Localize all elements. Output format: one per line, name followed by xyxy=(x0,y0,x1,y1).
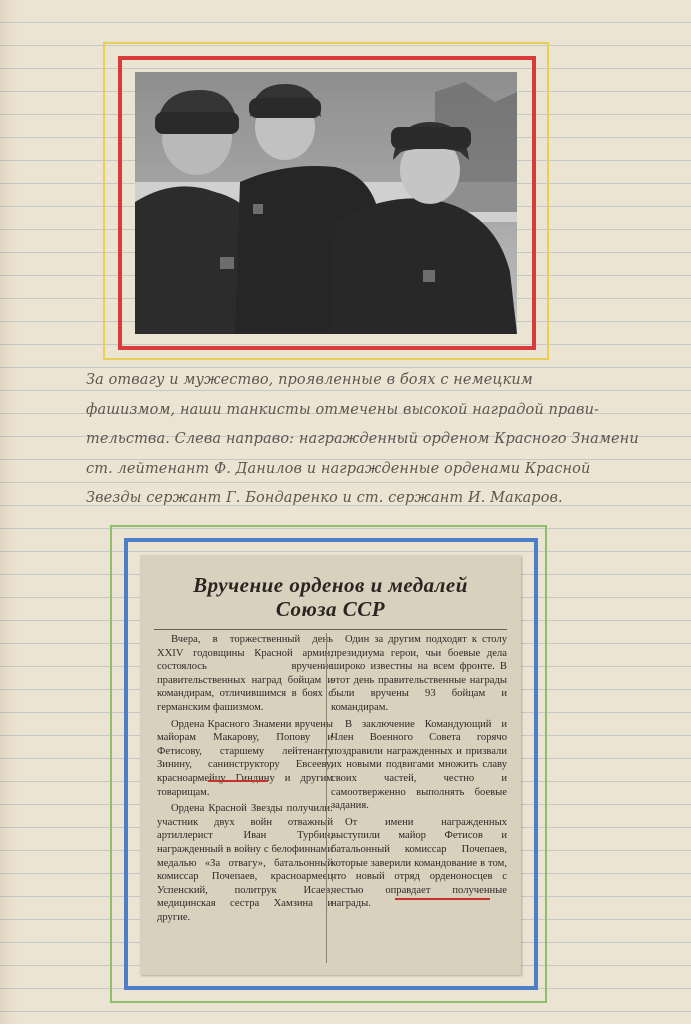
headline-line-1: Вручение орденов и медалей xyxy=(193,573,468,597)
red-underline xyxy=(395,898,490,900)
red-underline xyxy=(208,780,268,782)
headline-rule xyxy=(154,629,507,630)
headline-line-2: Союза ССР xyxy=(275,597,386,621)
newspaper-clipping xyxy=(140,555,521,975)
article-paragraph: В заключение Командующий и Член Военного Совета горячо поздравили награжденных и призвали их новыми подвигами множить славу своих частей, честно и самоотверженно выполнять боевые задания. xyxy=(331,718,507,812)
article-column-right xyxy=(331,633,507,914)
article-paragraph: От имени награжденных выступили майор Фетисов и батальонный комиссар Почепаев, которые заверили командование в том, что новый отряд орденоносцев с честью оправдает полученные награды. xyxy=(331,816,507,910)
newspaper-photo xyxy=(135,72,517,334)
article-headline xyxy=(140,573,521,621)
caption-line: ст. лейтенант Ф. Данилов и награжденные орденами Красной xyxy=(86,460,591,477)
column-divider xyxy=(326,633,327,963)
handwritten-caption xyxy=(86,366,639,514)
photo-three-soldiers-icon xyxy=(135,72,517,334)
article-paragraph: Один за другим подходят к столу президиума герои, чьи боевые дела широко известны на всем фронте. В этот день правительственные награды были вручены 93 бойцам и командирам. xyxy=(331,634,507,713)
article-paragraph: Ордена Красного Знамени вручены майорам Макарову, Попову и Фетисову, старшему лейтенанту Зинину, санинструктору Евсееву, красноармейцу Гиндину и другим товарищам. xyxy=(157,718,333,798)
article-paragraph: Вчера, в торжественный день XXIV годовщины Красной армии, состоялось вручение правительственных наград бойцам и командирам, отличившимся в боях с германским фашизмом. xyxy=(157,634,333,713)
caption-line: фашизмом, наши танкисты отмечены высокой наградой прави- xyxy=(86,401,600,418)
caption-line: тельства. Слева направо: награжденный орденом Красного Знамени xyxy=(86,431,639,447)
article-paragraph: Ордена Красной Звезды получили: участник двух войн отважный артиллерист Иван Турбин, награжденный в войну с белофиннами медалью «За отвагу», батальонный комиссар Почепаев, красноармеец Успенский, политрук Исаев, медицинская сестра Хамзина и другие. xyxy=(157,803,333,923)
caption-line: За отвагу и мужество, проявленные в боях с немецким xyxy=(86,372,533,388)
caption-line: Звезды сержант Г. Бондаренко и ст. сержант И. Макаров. xyxy=(86,490,563,506)
